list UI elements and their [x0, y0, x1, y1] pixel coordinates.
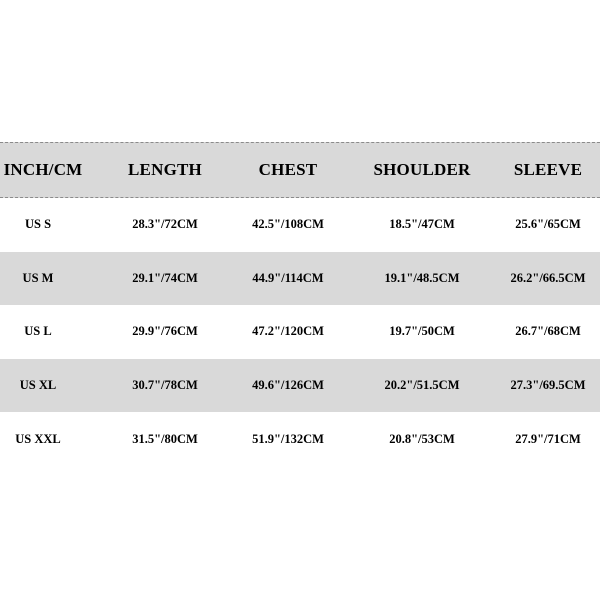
- size-chart-table: [0, 142, 600, 466]
- shoulder-value: 18.5"/47CM: [389, 217, 455, 232]
- header-length: LENGTH: [128, 160, 202, 179]
- size-label: US S: [24, 217, 52, 232]
- sleeve-value: 26.7"/68CM: [515, 324, 581, 339]
- shoulder-value: 19.1"/48.5CM: [384, 270, 460, 285]
- sleeve-value: 26.2"/66.5CM: [510, 270, 586, 285]
- size-row-us-l: [0, 305, 600, 359]
- length-value: 29.9"/76CM: [132, 324, 198, 339]
- length-value: 29.1"/74CM: [132, 270, 198, 285]
- header-chest: CHEST: [258, 160, 318, 179]
- length-value: 31.5"/80CM: [132, 431, 198, 446]
- shoulder-value: 20.2"/51.5CM: [384, 378, 460, 393]
- size-row-us-xxl: [0, 412, 600, 466]
- shoulder-value: 19.7"/50CM: [389, 324, 455, 339]
- header-inch-cm: INCH/CM: [3, 160, 83, 179]
- size-label: US L: [24, 324, 52, 339]
- size-label: US XL: [19, 378, 57, 393]
- size-row-us-xl: [0, 359, 600, 413]
- length-value: 28.3"/72CM: [132, 217, 198, 232]
- chest-value: 44.9"/114CM: [252, 270, 324, 285]
- sleeve-value: 25.6"/65CM: [515, 217, 581, 232]
- chest-value: 49.6"/126CM: [252, 378, 324, 393]
- size-row-us-m: [0, 252, 600, 306]
- size-label: US M: [22, 270, 54, 285]
- shoulder-value: 20.8"/53CM: [389, 431, 455, 446]
- size-row-us-s: [0, 198, 600, 252]
- length-value: 30.7"/78CM: [132, 378, 198, 393]
- size-label: US XXL: [15, 431, 61, 446]
- sleeve-value: 27.9"/71CM: [515, 431, 581, 446]
- sleeve-value: 27.3"/69.5CM: [510, 378, 586, 393]
- header-shoulder: SHOULDER: [373, 160, 471, 179]
- chest-value: 51.9"/132CM: [252, 431, 324, 446]
- header-sleeve: SLEEVE: [513, 160, 583, 179]
- chest-value: 42.5"/108CM: [252, 217, 324, 232]
- size-chart-header-row: [0, 142, 600, 198]
- chest-value: 47.2"/120CM: [252, 324, 324, 339]
